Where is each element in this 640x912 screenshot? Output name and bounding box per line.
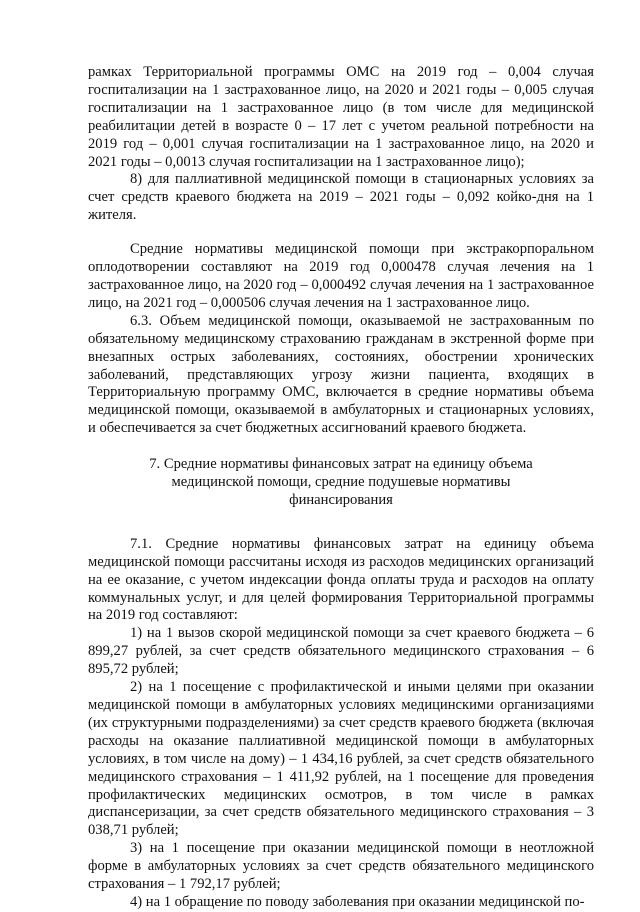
document-body bbox=[88, 64, 594, 912]
paragraph-item-2-preventive-visit: 2) на 1 посещение с профилактической и иными целями при оказании медицинской помощи в амбулаторных условиях медицинскими организациями (их структурными подразделениями) за счет средств краевого бюджета (включая расходы на оказание паллиативной медицинской помощи в амбулаторных условиях, в том числе на дому) – 1 434,16 рублей, за счет средств обязательного медицинского страхования – 1 411,92 рублей, на 1 посещение для проведения профилактических медицинских осмотров, в том числе в рамках диспансеризации, за счет средств обязательного медицинского страхования – 3 038,71 рублей; bbox=[88, 679, 594, 839]
paragraph-section-6-3: 6.3. Объем медицинской помощи, оказываемой не застрахованным по обязательному медицинскому страхованию гражданам в экстренной форме при внезапных острых заболеваниях, состояниях, обострении хронических заболеваний, представляющих угрозу жизни пациента, входящих в Территориальную программу ОМС, включается в средние нормативы объема медицинской помощи, оказываемой в амбулаторных и стационарных условиях, и обеспечивается за счет бюджетных ассигнований краевого бюджета. bbox=[88, 312, 594, 437]
paragraph-palliative-care: 8) для паллиативной медицинской помощи в стационарных условиях за счет средств краевого бюджета на 2019 – 2021 годы – 0,092 койко-дня на 1 жителя. bbox=[88, 171, 594, 224]
paragraph-ivf-norms: Средние нормативы медицинской помощи при экстракорпоральном оплодотворении составляют на 2019 год 0,000478 случая лечения на 1 застрахованное лицо, на 2020 год – 0,000492 случая лечения на 1 застрахованное лицо, на 2021 год – 0,000506 случая лечения на 1 застрахованное лицо. bbox=[88, 241, 594, 311]
paragraph-item-4-disease-visit: 4) на 1 обращение по поводу заболевания при оказании медицинской по- bbox=[130, 893, 585, 910]
paragraph-hospitalization-norms: рамках Территориальной программы ОМС на 2019 год – 0,004 случая госпитализации на 1 застрахованное лицо, на 2020 и 2021 годы – 0,005 случая госпитализации на 1 застрахованное лицо (в том числе для медицинской реабилитации детей в возрасте 0 – 17 лет с учетом реальной потребности на 2019 год – 0,001 случая госпитализации на 1 застрахованное лицо, на 2020 и 2021 годы – 0,0013 случая госпитализации на 1 застрахованное лицо); bbox=[88, 64, 594, 170]
paragraph-item-1-ambulance: 1) на 1 вызов скорой медицинской помощи за счет краевого бюджета – 6 899,27 рублей, за счет средств обязательного медицинского страхования – 6 895,72 рублей; bbox=[88, 625, 594, 678]
section-heading-line-3: финансирования bbox=[289, 491, 393, 508]
section-heading-line-2: медицинской помощи, средние подушевые нормативы bbox=[171, 474, 511, 491]
paragraph-section-7-1: 7.1. Средние нормативы финансовых затрат на единицу объема медицинской помощи рассчитаны исходя из расходов медицинских организаций на ее оказание, с учетом индексации фонда оплаты труда и расходов на оплату коммунальных услуг, и для целей формирования Территориальной программы на 2019 год составляют: bbox=[88, 535, 594, 624]
paragraph-item-3-urgent-visit: 3) на 1 посещение при оказании медицинской помощи в неотложной форме в амбулаторных условиях за счет средств обязательного медицинского страхования – 1 792,17 рублей; bbox=[88, 840, 594, 893]
section-7-heading bbox=[88, 456, 594, 510]
section-heading-line-1: 7. Средние нормативы финансовых затрат на единицу объема bbox=[149, 456, 533, 473]
